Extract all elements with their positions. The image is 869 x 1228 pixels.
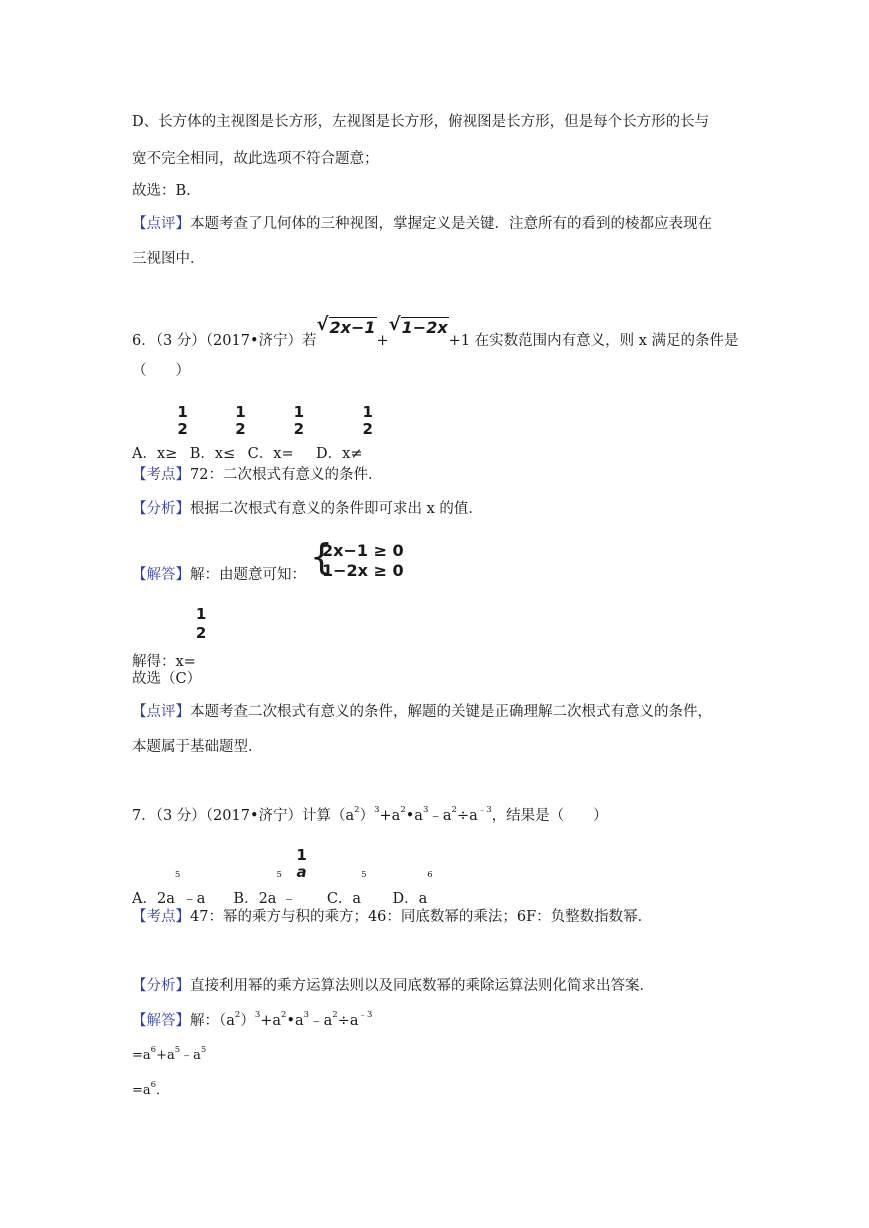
- fraction: 1 2: [362, 403, 373, 438]
- q6-paren: （ ）: [132, 363, 190, 379]
- q6-fenxi: 【分析】根据二次根式有意义的条件即可求出 x 的值．: [132, 501, 483, 517]
- q7-step2: $=a^6+a^5﹣a^5$: [132, 1045, 207, 1063]
- q7-jieda: 【解答】解：$(a^2)^3+a^2•a^3﹣a^2\div a^{﹣3}$: [132, 1010, 373, 1029]
- q6-stem: 6．（3 分）（2017•济宁）若 √ 2x−1+ √ 1−2x+1 在实数范围内有意义，则 x 满足的条件是: [132, 314, 739, 349]
- fraction: 1 2: [177, 403, 188, 438]
- q6-review-line2: 本题属于基础题型．: [132, 739, 263, 755]
- fraction: 1 2: [195, 605, 207, 642]
- fraction: 1 a: [296, 846, 307, 881]
- q6-options: A．x≥ 1 2 B．x≤ 1 2 C．x= 1 2 D．x≠ 1 2: [132, 403, 373, 462]
- sqrt-expr-2: √ 1−2x: [388, 314, 448, 337]
- fraction: 1 2: [293, 403, 305, 438]
- q6-solution: 解得：x= 1 2: [132, 605, 207, 670]
- answer-d-line2: 宽不完全相同，故此选项不符合题意；: [132, 151, 379, 167]
- review-line1: 【点评】本题考查了几何体的三种视图，掌握定义是关键．注意所有的看到的棱都应表现在: [132, 216, 712, 232]
- q6-choice: 故选（C）: [132, 671, 202, 687]
- q7-kaodian: 【考点】47：幂的乘方与积的乘方；46：同底数幂的乘法；6F：负整数指数幂．: [132, 909, 653, 925]
- system-brace: {: [310, 537, 333, 578]
- fraction: 1 2: [235, 403, 246, 438]
- q6-review-line1: 【点评】本题考查二次根式有意义的条件，解题的关键是正确理解二次根式有意义的条件，: [132, 704, 712, 720]
- q6-kaodian: 【考点】72：二次根式有意义的条件．: [132, 467, 383, 483]
- review-tag: 【点评】: [132, 216, 190, 232]
- sqrt-expr-1: √ 2x−1: [316, 314, 376, 337]
- review-line2: 三视图中．: [132, 251, 205, 267]
- q7-options: A．$2a^5﹣a$ B．$2a^5﹣$ 1 a C．$a^5D$．$a^6$: [132, 846, 433, 907]
- inequality-system: 2x−1 ≥ 0 1−2x ≥ 0: [322, 541, 404, 580]
- answer-choice: 故选：B.: [132, 183, 191, 199]
- q7-step3: $=a^6$．: [132, 1080, 170, 1098]
- q7-fenxi: 【分析】直接利用幂的乘方运算法则以及同底数幂的乘除运算法则化简求出答案．: [132, 978, 654, 994]
- q6-jieda: 【解答】解：由题意可知：: [132, 567, 306, 583]
- q7-stem: 7．（3 分）（2017•济宁）计算$(a^2)^3+a^2•a^3﹣a^2\div a^{﹣3}$，结果是（ ）: [132, 805, 608, 824]
- answer-d-line1: D、长方体的主视图是长方形，左视图是长方形，俯视图是长方形，但是每个长方形的长与: [132, 114, 710, 130]
